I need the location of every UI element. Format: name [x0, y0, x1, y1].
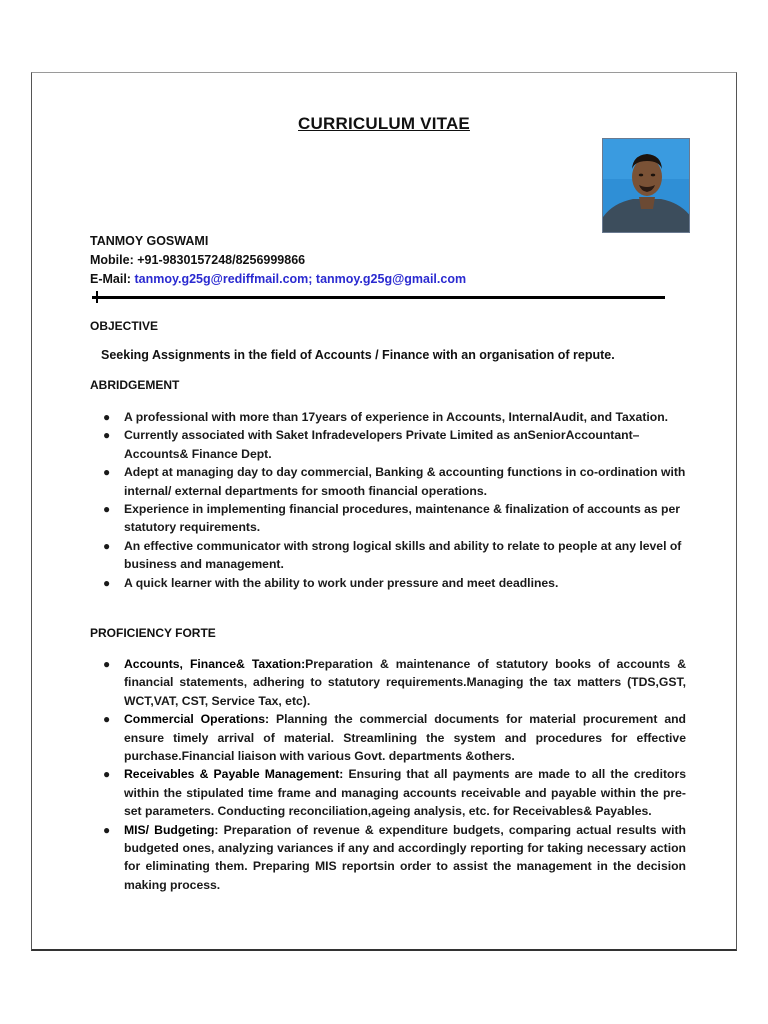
proficiency-item-text: Ensuring that all payments are made to all the creditors within the stipulated time frame and managing accounts receivable and payable within the pre-set parameters. Conducting reconciliation,ageing analysis, etc. for Receivables& Payables. — [124, 767, 686, 819]
list-item — [90, 574, 686, 592]
proficiency-list — [90, 655, 686, 894]
list-item — [90, 821, 686, 895]
candidate-name: TANMOY GOSWAMI — [90, 234, 209, 248]
abridgement-item-text: Adept at managing day to day commercial, Banking & accounting functions in co-ordination with internal/ external departments for smooth financial operations. — [124, 465, 686, 498]
email-label: E-Mail: — [90, 272, 131, 286]
bullet-icon: ● — [103, 657, 111, 671]
divider-tick — [96, 291, 98, 303]
list-item — [90, 710, 686, 765]
bullet-icon: ● — [103, 822, 111, 837]
proficiency-item-lead: Accounts, Finance& Taxation: — [124, 657, 306, 671]
proficiency-item-lead: Receivables & Payable Management: — [124, 767, 344, 782]
proficiency-item-lead: MIS/ Budgeting: — [124, 822, 219, 837]
bullet-icon: ● — [103, 410, 111, 424]
bullet-icon: ● — [103, 502, 111, 517]
proficiency-item-text: Planning the commercial documents for material procurement and ensure timely arrival of material. Streamlining the system and procedures for effective purchase.Financial liaison with various Govt. departments &others. — [124, 712, 686, 764]
email-link[interactable]: tanmoy.g25g@rediffmail.com; tanmoy.g25g@gmail.com — [134, 272, 467, 286]
abridgement-item-text: A professional with more than 17years of experience in Accounts, InternalAudit, and Taxation. — [124, 410, 669, 424]
proficiency-heading: PROFICIENCY FORTE — [90, 626, 216, 640]
objective-heading: OBJECTIVE — [90, 319, 159, 333]
abridgement-item-text: An effective communicator with strong logical skills and ability to relate to people at any level of business and management. — [124, 538, 682, 572]
contact-block — [90, 232, 466, 289]
objective-text: Seeking Assignments in the field of Accounts / Finance with an organisation of repute. — [101, 348, 615, 362]
list-item — [90, 655, 686, 710]
proficiency-item-text: Preparation & maintenance of statutory books of accounts & financial statements, adhering to statutory requirements.Managing the tax matters (TDS,GST, WCT,VAT, CST, Service Tax, etc). — [124, 657, 686, 708]
abridgement-item-text: A quick learner with the ability to work under pressure and meet deadlines. — [124, 575, 559, 590]
list-item — [90, 537, 686, 574]
bullet-icon: ● — [103, 465, 111, 480]
abridgement-item-text: Experience in implementing financial procedures, maintenance & finalization of accounts as per statutory requirements. — [124, 502, 681, 535]
bullet-icon: ● — [103, 767, 111, 782]
divider-line — [92, 296, 665, 299]
list-item — [90, 463, 686, 500]
proficiency-item-text: Preparation of revenue & expenditure budgets, comparing actual results with budgeted ones, analyzing variances if any and accordingly reporting for taking necessary action for eliminating them. Preparing MIS reportsin order to assist the management in the decision making process. — [124, 822, 686, 892]
bullet-icon: ● — [103, 575, 111, 590]
email-line — [90, 270, 466, 289]
abridgement-heading: ABRIDGEMENT — [90, 378, 180, 392]
mobile-value: +91-9830157248/8256999866 — [137, 253, 306, 267]
proficiency-item-lead: Commercial Operations: — [124, 712, 270, 727]
mobile-label: Mobile: — [90, 253, 134, 267]
bullet-icon: ● — [103, 538, 111, 553]
mobile-line — [90, 251, 466, 270]
profile-photo — [602, 138, 690, 233]
list-item — [90, 500, 686, 537]
abridgement-item-text: Currently associated with Saket Infradevelopers Private Limited as anSeniorAccountant– Accounts& Finance Dept. — [124, 428, 640, 461]
list-item — [90, 408, 686, 426]
bullet-icon: ● — [103, 428, 111, 443]
abridgement-list — [90, 408, 686, 592]
header-divider — [92, 291, 665, 305]
list-item — [90, 426, 686, 463]
bullet-icon: ● — [103, 712, 111, 727]
list-item — [90, 765, 686, 820]
document-title: CURRICULUM VITAE — [298, 114, 470, 133]
